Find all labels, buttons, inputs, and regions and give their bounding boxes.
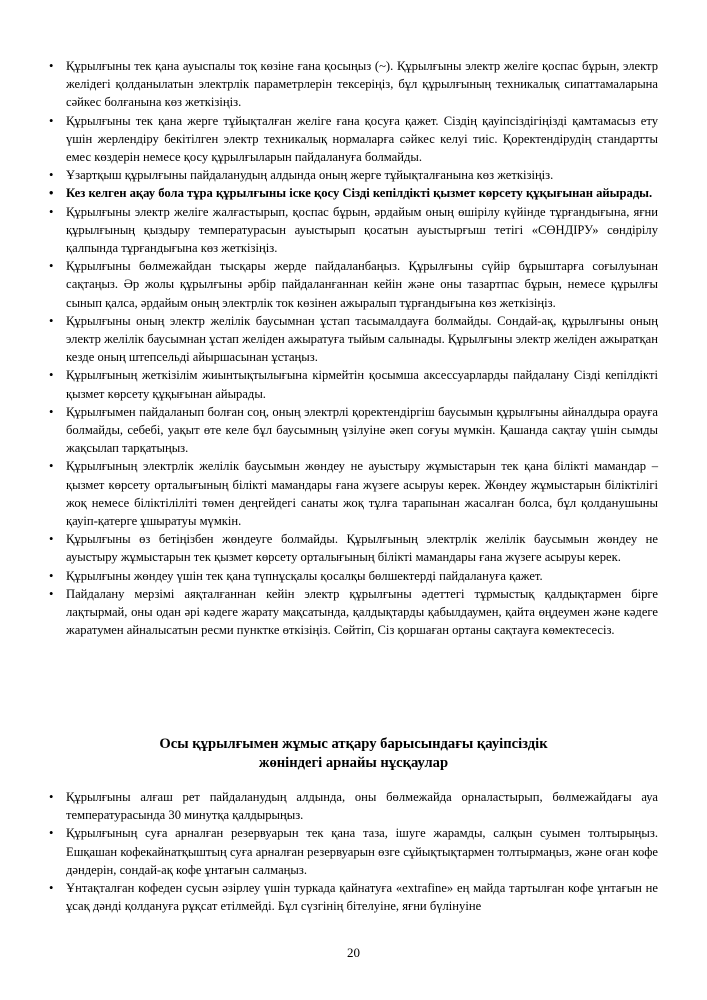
safety-instructions-list xyxy=(47,57,658,640)
list-item: • Ұзартқыш құрылғыны пайдаланудың алдында оның жерге тұйықталғанына көз жеткізіңіз. xyxy=(47,166,658,184)
list-item: • Құрылғыны электр желіге жалғастырып, қоспас бұрын, әрдайым оның өшірілу күйінде тұрғандығына, яғни құрылғының қыздыру температурасын ауыстырып қосатын ауыстырғыш тетігі «СӨНДІРУ» сөндірілу қалпында тұрғандығына көз жеткізіңіз. xyxy=(47,203,658,258)
list-item: • Құрылғыны тек қана жерге тұйықталған желіге ғана қосуға қажет. Сіздің қауіпсіздігіңізді қамтамасыз ету үшін жерлендіру бекітілген электр техникалық нормаларға сәйкес келуі тиіс. Қоректендірудің стандартты емес көздерін немесе қосу құрылғыларын пайдалануға болмайды. xyxy=(47,112,658,167)
list-item: • Құрылғының суға арналған резервуарын тек қана таза, ішуге жарамды, салқын суымен толтырыңыз. Ешқашан кофекайнатқыштың суға арналған резервуарын өзге сұйықтықтармен толтырмаңыз, және оған кофе дәндерін, сондай-ақ кофе ұнтағын салмаңыз. xyxy=(47,824,658,879)
list-item-warning: • Кез келген ақау бола тұра құрылғыны іске қосу Сізді кепілдікті қызмет көрсету құқығынан айырады. xyxy=(47,184,658,202)
list-item: • Құрылғының электрлік желілік баусымын жөндеу не ауыстыру жұмыстарын тек қана білікті мамандар – қызмет көрсету орталығының білікті мамандары ғана жүзеге асыруы керек. Жөндеу жұмыстарын біліктілігі жоқ немесе біліктіліліті төмен деңгейдегі санаты жоқ тұлға тарапынан жасалған болса, бұл қолданушыны қауіп-қатерге ұшыратуы мүмкін. xyxy=(47,457,658,530)
list-item: • Пайдалану мерзімі аяқталғаннан кейін электр құрылғыны әдеттегі тұрмыстық қалдықтармен бірге лақтырмай, оны одан әрі кәдеге жарату мақсатында, қалдықтарды қабылдаумен, қайта өңдеумен және кәдеге жаратумен айналысатын ресми пунктке өткізіңіз. Сөйтіп, Сіз қоршаған ортаны сақтауға көмектесесіз. xyxy=(47,585,658,640)
section-heading-line: жөніндегі арнайы нұсқаулар xyxy=(258,755,449,771)
list-item: • Құрылғыны өз бетіңізбен жөндеуге болмайды. Құрылғының электрлік желілік баусымын жөндеу не ауыстыру жұмыстарын тек қызмет көрсету орталығының білікті мамандары ғана жүзеге асыруы керек. xyxy=(47,530,658,566)
list-item: • Құрылғыны жөндеу үшін тек қана түпнұсқалы қосалқы бөлшектерді пайдалануға қажет. xyxy=(47,567,658,585)
special-instructions-list xyxy=(47,788,658,915)
list-item: • Құрылғыны бөлмежайдан тысқары жерде пайдаланбаңыз. Құрылғыны сүйір бұрыштарға соғылуынан сақтаңыз. Әр жолы құрылғыны әрбір пайдаланғаннан кейін және оны тазартпас бұрын, немесе құрылғы сынып қалса, әрдайым оның электрлік ток көзінен ажыралып тұрғандығына көз жеткізіңіз. xyxy=(47,257,658,312)
list-item: • Құрылғыны оның электр желілік баусымнан ұстап тасымалдауға болмайды. Сондай-ақ, құрылғыны оның электр желілік баусымнан ұстап желіден ажыратуға тыйым салынады. Құрылғыны электр желіден ажыратқан кезде оның штепсельді айыршасынан ұстаңыз. xyxy=(47,312,658,367)
list-item: • Құрылғымен пайдаланып болған соң, оның электрлі қоректендіргіш баусымын құрылғыны айналдыра орауға болмайды, себебі, уақыт өте келе бұл баусымның үзілуіне әкеп соғуы мүмкін. Қашанда сақтау үшін сымды жақсылап тарқатыңыз. xyxy=(47,403,658,458)
list-item: • Ұнтақталған кофеден сусын әзірлеу үшін туркада қайнатуға «extrafine» ең майда тартылған кофе ұнтағын не ұсақ дәнді қолдануға рұқсат етілмейді. Бұл сүзгінің бітелуіне, яғни бүлінуіне xyxy=(47,879,658,915)
section-heading xyxy=(60,735,647,773)
page-number: 20 xyxy=(347,945,360,960)
list-item: • Құрылғыны алғаш рет пайдаланудың алдында, оны бөлмежайда орналастырып, бөлмежайдағы ауа температурасында 30 минутқа қалдырыңыз. xyxy=(47,788,658,824)
section-heading-line: Осы құрылғымен жұмыс атқару барысындағы қауіпсіздік xyxy=(159,736,548,752)
list-item: • Құрылғыны тек қана ауыспалы тоқ көзіне ғана қосыңыз (~). Құрылғыны электр желіге қоспас бұрын, электр желідегі қолданылатын электрлік параметрлерін тексеріңіз, бұл құрылғының техникалық сипаттамаларына сәйкес болғанына көз жеткізіңіз. xyxy=(47,57,658,112)
list-item: • Құрылғының жеткізілім жиынтықтылығына кірмейтін қосымша аксессуарларды пайдалану Сізді кепілдікті қызмет көрсету құқығынан айырады. xyxy=(47,366,658,402)
